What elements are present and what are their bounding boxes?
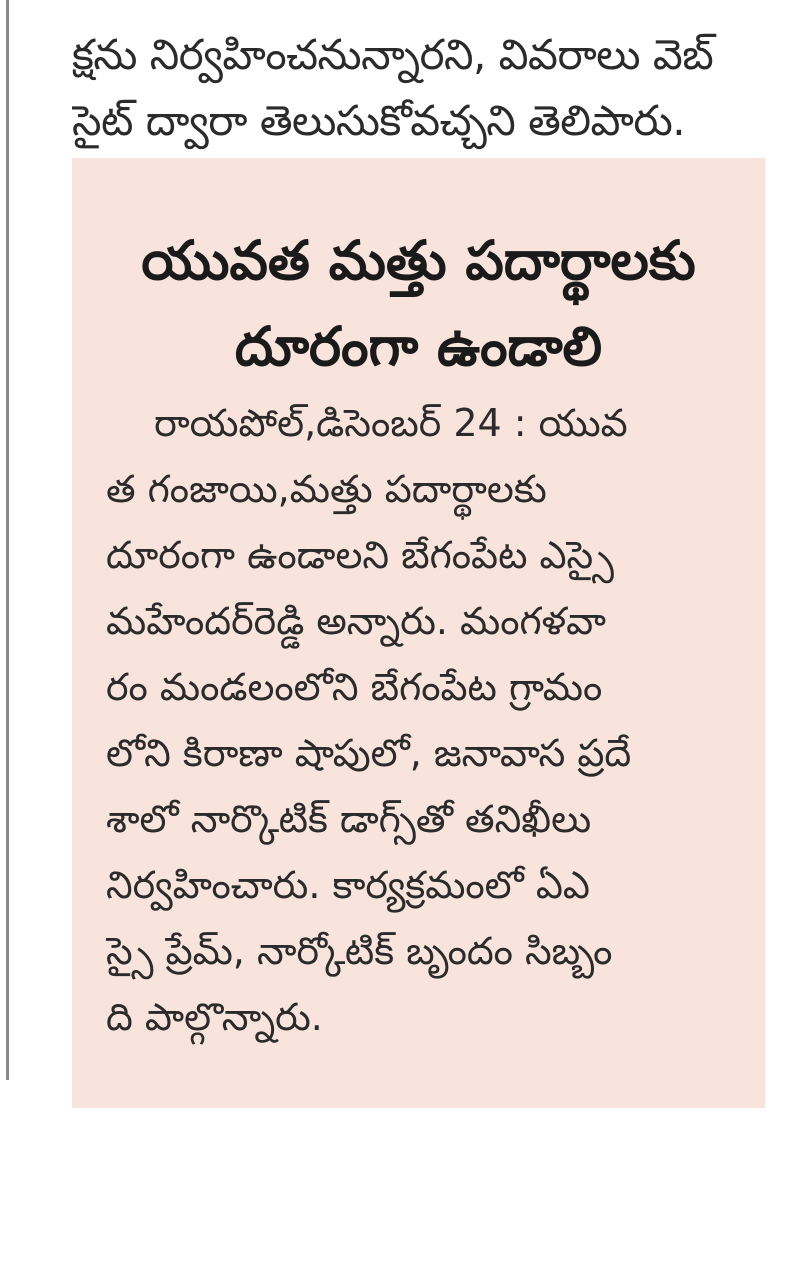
previous-article-line: సైట్ ద్వారా తెలుసుకోవచ్చని తెలిపారు. bbox=[72, 96, 686, 145]
column-divider bbox=[6, 0, 9, 1080]
article-body-line: దూరంగా ఉండాలని బేగంపేట ఎస్సై bbox=[106, 533, 615, 577]
article-body-line: రాయపోల్,డిసెంబర్ 24 : యువ bbox=[154, 401, 628, 445]
article-body bbox=[106, 390, 736, 1050]
headline-line: యువత మత్తు పదార్థాలకు bbox=[141, 229, 696, 292]
previous-article-tail bbox=[72, 0, 772, 154]
article-body-line: లోని కిరాణా షాపులో, జనావాస ప్రదే bbox=[106, 731, 632, 775]
article-body-line: స్సై ప్రేమ్, నార్కోటిక్ బృందం సిబ్బం bbox=[106, 929, 613, 973]
article-box bbox=[72, 158, 765, 1108]
article-body-line: నిర్వహించారు. కార్యక్రమంలో ఏఎ bbox=[106, 863, 590, 907]
article-body-line: శాలో నార్కొటిక్ డాగ్స్‌తో తనిఖీలు bbox=[106, 797, 592, 841]
headline-line: దూరంగా ఉండాలి bbox=[234, 315, 603, 378]
article-body-line: రం మండలంలోని బేగంపేట గ్రామం bbox=[106, 665, 603, 709]
previous-article-line: క్షను నిర్వహించనున్నారని, వివరాలు వెబ్ bbox=[72, 30, 714, 79]
article-body-line: త గంజాయి,మత్తు పదార్థాలకు bbox=[106, 467, 547, 511]
article-body-line: ది పాల్గొన్నారు. bbox=[106, 995, 323, 1039]
article-headline bbox=[72, 218, 765, 390]
article-body-line: మహేందర్‌రెడ్డి అన్నారు. మంగళవా bbox=[106, 599, 606, 643]
